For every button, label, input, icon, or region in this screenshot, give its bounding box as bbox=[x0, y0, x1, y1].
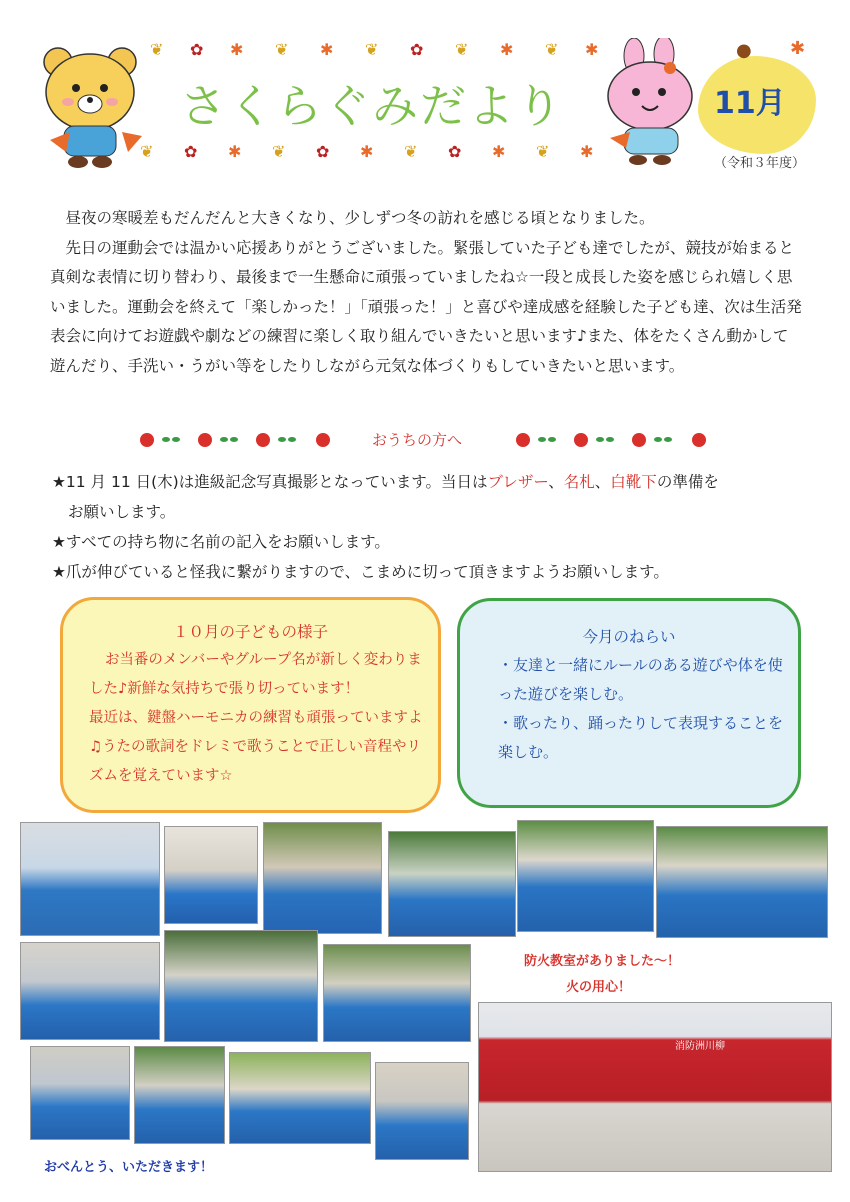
ginkgo-leaf-icon: ❦ bbox=[536, 142, 550, 161]
berries-icon: ✿ bbox=[410, 40, 424, 59]
sprout-icon bbox=[162, 437, 170, 442]
item-nametag: 名札 bbox=[563, 473, 595, 491]
box-paragraph: お当番のメンバーやグループ名が新しく変わりました♪新鮮な気持ちで張り切っています！ bbox=[89, 652, 422, 697]
intro-text bbox=[50, 204, 802, 381]
photo-picnic bbox=[134, 1046, 225, 1144]
sprout-icon bbox=[664, 437, 672, 442]
newsletter-title: さくらぐみだより bbox=[180, 79, 564, 133]
item-blazer: ブレザー bbox=[487, 473, 549, 491]
sprout-icon bbox=[172, 437, 180, 442]
fire-safety-caption: 火の用心！ bbox=[566, 980, 632, 995]
separator: 、 bbox=[594, 473, 611, 491]
ginkgo-leaf-icon: ❦ bbox=[365, 40, 379, 59]
maple-leaf-icon: ✱ bbox=[790, 38, 806, 59]
notice-name-labels: ★すべての持ち物に名前の記入をお願いします。 bbox=[52, 533, 390, 551]
goal-item: ・友達と一緒にルールのある遊びや体を使った遊びを楽しむ。 bbox=[498, 656, 783, 703]
acorn-icon: ● bbox=[736, 40, 752, 61]
sprout-icon bbox=[654, 437, 662, 442]
ginkgo-leaf-icon: ❦ bbox=[140, 142, 154, 161]
goals-list bbox=[498, 651, 788, 767]
separator: 、 bbox=[548, 473, 564, 491]
ginkgo-leaf-icon: ❦ bbox=[150, 40, 164, 59]
photo-picnic bbox=[263, 822, 382, 934]
box-text bbox=[89, 646, 427, 791]
box-paragraph: 最近は、鍵盤ハーモニカの練習も頑張っていますよ♫うたの歌詞をドレミで歌うことで正しい音程やリズムを覚えています☆ bbox=[89, 710, 423, 784]
notice-photo-day bbox=[52, 468, 812, 497]
intro-paragraph: 先日の運動会では温かい応援ありがとうございました。緊張していた子ども達でしたが、競技が始まると真剣な表情に切り替わり、最後まで一生懸命に頑張っていましたね☆一段と成長した姿を感じられ嬉しく思いました。運動会を終えて「楽しかった！」「頑張った！」と喜びや達成感を経験した子ども達、次は生活発表会に向けてお遊戯や劇などの練習に楽しく取り組んでいきたいと思います♪また、体をたくさん動かして遊んだり、手洗い・うがい等をしたりしながら元気な体づくりもしていきたいと思います。 bbox=[50, 238, 802, 375]
maple-leaf-icon: ✱ bbox=[360, 142, 374, 161]
sprout-icon bbox=[220, 437, 228, 442]
photo-picnic bbox=[375, 1062, 469, 1160]
maple-leaf-icon: ✱ bbox=[580, 142, 594, 161]
photo-fire-truck bbox=[478, 1002, 832, 1172]
notice-nails: ★爪が伸びていると怪我に繋がりますので、こまめに切って頂きますようお願いします。 bbox=[52, 563, 669, 581]
fire-truck-sign: 消防洲川柳 bbox=[675, 1041, 725, 1052]
photo-picnic bbox=[164, 826, 258, 924]
ginkgo-leaf-icon: ❦ bbox=[272, 142, 286, 161]
sprout-icon bbox=[548, 437, 556, 442]
rabbit-illustration bbox=[600, 38, 700, 168]
box-title: 今月のねらい bbox=[582, 628, 676, 646]
apple-icon bbox=[516, 433, 530, 447]
fiscal-year-label: （令和３年度） bbox=[714, 156, 806, 171]
apple-icon bbox=[198, 433, 212, 447]
maple-leaf-icon: ✱ bbox=[320, 40, 334, 59]
photo-picnic bbox=[656, 826, 828, 938]
maple-leaf-icon: ✱ bbox=[585, 40, 599, 59]
notice-text: の準備を bbox=[656, 473, 719, 491]
photo-picnic bbox=[517, 820, 654, 932]
month-label: 11月 bbox=[714, 86, 786, 121]
lunch-caption: おべんとう、いただきます！ bbox=[44, 1160, 214, 1175]
apple-icon bbox=[256, 433, 270, 447]
ginkgo-leaf-icon: ❦ bbox=[404, 142, 418, 161]
apple-icon bbox=[316, 433, 330, 447]
goal-item: ・歌ったり、踊ったりして表現することを楽しむ。 bbox=[498, 714, 784, 761]
sprout-icon bbox=[230, 437, 238, 442]
sprout-icon bbox=[538, 437, 546, 442]
photo-picnic bbox=[30, 1046, 130, 1140]
intro-paragraph: 昼夜の寒暖差もだんだんと大きくなり、少しずつ冬の訪れを感じる頃となりました。 bbox=[65, 209, 655, 227]
berries-icon: ✿ bbox=[448, 142, 462, 161]
fire-class-caption: 防火教室がありました～！ bbox=[524, 954, 681, 969]
monthly-goals-box bbox=[457, 598, 801, 808]
bear-illustration bbox=[30, 40, 150, 170]
sprout-icon bbox=[606, 437, 614, 442]
photo-picnic bbox=[229, 1052, 371, 1144]
notice-photo-day-cont: お願いします。 bbox=[68, 503, 176, 521]
apple-icon bbox=[692, 433, 706, 447]
ginkgo-leaf-icon: ❦ bbox=[545, 40, 559, 59]
ginkgo-leaf-icon: ❦ bbox=[455, 40, 469, 59]
notice-text: ★11 月 11 日(木)は進級記念写真撮影となっています。当日は bbox=[52, 473, 488, 491]
berries-icon: ✿ bbox=[190, 40, 204, 59]
photo-picnic bbox=[164, 930, 318, 1042]
leaf-garland-bottom bbox=[140, 142, 610, 168]
maple-leaf-icon: ✱ bbox=[230, 40, 244, 59]
apple-icon bbox=[140, 433, 154, 447]
photo-picnic bbox=[20, 942, 160, 1040]
apple-icon bbox=[632, 433, 646, 447]
sprout-icon bbox=[288, 437, 296, 442]
maple-leaf-icon: ✱ bbox=[500, 40, 514, 59]
photo-picnic bbox=[388, 831, 516, 937]
maple-leaf-icon: ✱ bbox=[492, 142, 506, 161]
apple-icon bbox=[574, 433, 588, 447]
leaf-garland-top bbox=[150, 36, 610, 66]
berries-icon: ✿ bbox=[184, 142, 198, 161]
berries-icon: ✿ bbox=[316, 142, 330, 161]
section-heading: おうちの方へ bbox=[372, 431, 463, 449]
item-white-socks: 白靴下 bbox=[610, 473, 657, 491]
photo-picnic bbox=[323, 944, 471, 1042]
sprout-icon bbox=[596, 437, 604, 442]
ginkgo-leaf-icon: ❦ bbox=[275, 40, 289, 59]
box-title: １０月の子どもの様子 bbox=[172, 623, 328, 641]
children-report-box bbox=[60, 597, 441, 813]
maple-leaf-icon: ✱ bbox=[228, 142, 242, 161]
photo-picnic bbox=[20, 822, 160, 936]
sprout-icon bbox=[278, 437, 286, 442]
